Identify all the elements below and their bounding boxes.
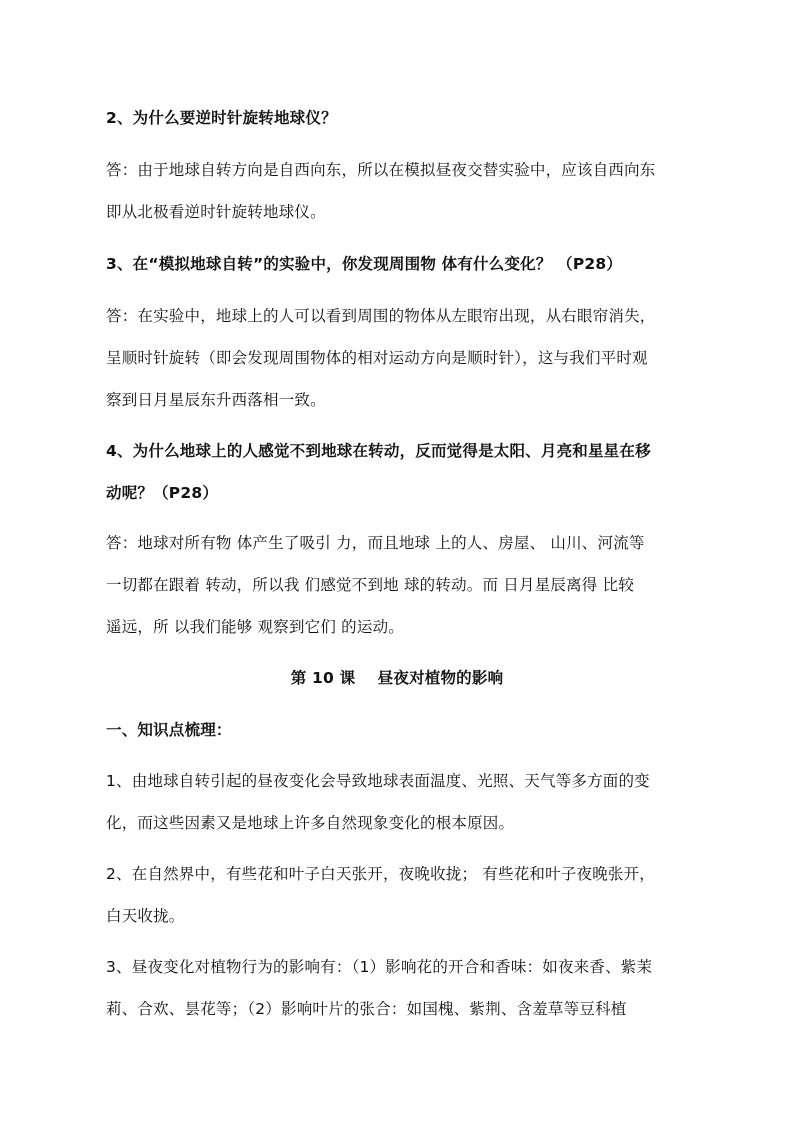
question-2-answer-line-1: 答：由于地球自转方向是自西向东，所以在模拟昼夜交替实验中，应该自西向东 (106, 161, 656, 179)
question-4-answer-line-2: 一切都在跟着 转动，所以我 们感觉不到地 球的转动。而 日月星辰离得 比较 (106, 576, 635, 594)
question-4-answer-line-1: 答：地球对所有物 体产生了吸引 力，而且地球 上的人、房屋、 山川、河流等 (106, 534, 645, 552)
point-1-line-1: 1、由地球自转引起的昼夜变化会导致地球表面温度、光照、天气等多方面的变 (106, 772, 650, 790)
point-2-line-2: 白天收拢。 (106, 907, 185, 925)
question-4-title-line-2: 动呢？（P28） (106, 484, 219, 502)
question-4-answer-line-3: 遥远，所 以我们能够 观察到它们 的运动。 (106, 618, 404, 636)
point-1-line-2: 化，而这些因素又是地球上许多自然现象变化的根本原因。 (106, 814, 515, 832)
lesson-title: 第 10 课 昼夜对植物的影响 (290, 669, 504, 687)
question-2-title: 2、为什么要逆时针旋转地球仪？ (106, 109, 337, 127)
question-3-answer-line-1: 答：在实验中，地球上的人可以看到周围的物体从左眼帘出现，从右眼帘消失， (106, 307, 656, 325)
question-3-answer-line-2: 呈顺时针旋转（即会发现周围物体的相对运动方向是顺时针），这与我们平时观 (106, 349, 648, 367)
question-4-title-line-1: 4、为什么地球上的人感觉不到地球在转动，反而觉得是太阳、月亮和星星在移 (106, 442, 651, 460)
point-3-line-1: 3、昼夜变化对植物行为的影响有：（1）影响花的开合和香味：如夜来香、紫茉 (106, 958, 653, 976)
question-3-answer-line-3: 察到日月星辰东升西落相一致。 (106, 391, 326, 409)
section-heading: 一、知识点梳理： (106, 721, 232, 739)
question-2-answer-line-2: 即从北极看逆时针旋转地球仪。 (106, 203, 326, 221)
point-3-line-2: 莉、合欢、昙花等；（2）影响叶片的张合：如国槐、紫荆、含羞草等豆科植 (106, 1000, 627, 1018)
question-3-title: 3、在“模拟地球自转”的实验中，你发现周围物 体有什么变化？ （P28） (106, 255, 623, 273)
point-2-line-1: 2、在自然界中，有些花和叶子白天张开，夜晚收拢； 有些花和叶子夜晚张开， (106, 865, 655, 883)
